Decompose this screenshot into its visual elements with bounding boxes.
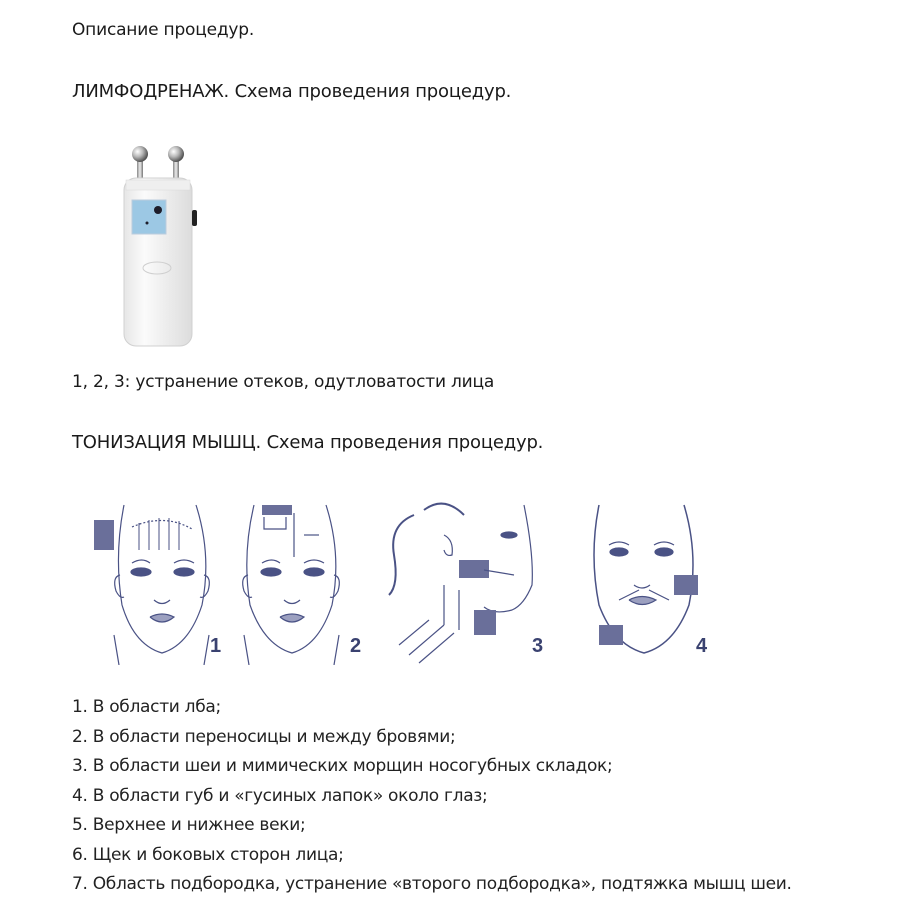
diagram-label: 4 bbox=[696, 635, 708, 657]
lymph-drainage-heading: ЛИМФОДРЕНАЖ. Схема проведения процедур. bbox=[72, 81, 512, 102]
list-item: 6. Щек и боковых сторон лица; bbox=[72, 844, 344, 865]
face-forehead-diagram bbox=[84, 495, 234, 665]
diagram-label: 3 bbox=[532, 635, 544, 657]
list-item: 7. Область подбородка, устранение «второго подбородка», подтяжка мышц шеи. bbox=[72, 874, 792, 894]
face-neck-profile-diagram bbox=[384, 495, 564, 665]
lymph-drainage-caption: 1, 2, 3: устранение отеков, одутловатости лица bbox=[72, 372, 495, 392]
microcurrent-device-image bbox=[122, 140, 202, 350]
diagram-label: 1 bbox=[210, 635, 222, 657]
list-item: 1. В области лба; bbox=[72, 697, 221, 717]
list-item: 5. Верхнее и нижнее веки; bbox=[72, 815, 306, 835]
procedure-list bbox=[72, 693, 792, 900]
face-nose-bridge-diagram bbox=[234, 495, 384, 665]
diagram-label: 2 bbox=[350, 635, 362, 657]
list-item: 4. В области губ и «гусиных лапок» около глаз; bbox=[72, 785, 488, 806]
face-diagrams bbox=[84, 495, 724, 665]
list-item: 3. В области шеи и мимических морщин носогубных складок; bbox=[72, 756, 613, 776]
muscle-toning-heading: ТОНИЗАЦИЯ МЫШЦ. Схема проведения процедур. bbox=[72, 432, 544, 453]
face-lips-diagram bbox=[584, 495, 734, 665]
list-item: 2. В области переносицы и между бровями; bbox=[72, 726, 456, 747]
page-title: Описание процедур. bbox=[72, 20, 255, 40]
